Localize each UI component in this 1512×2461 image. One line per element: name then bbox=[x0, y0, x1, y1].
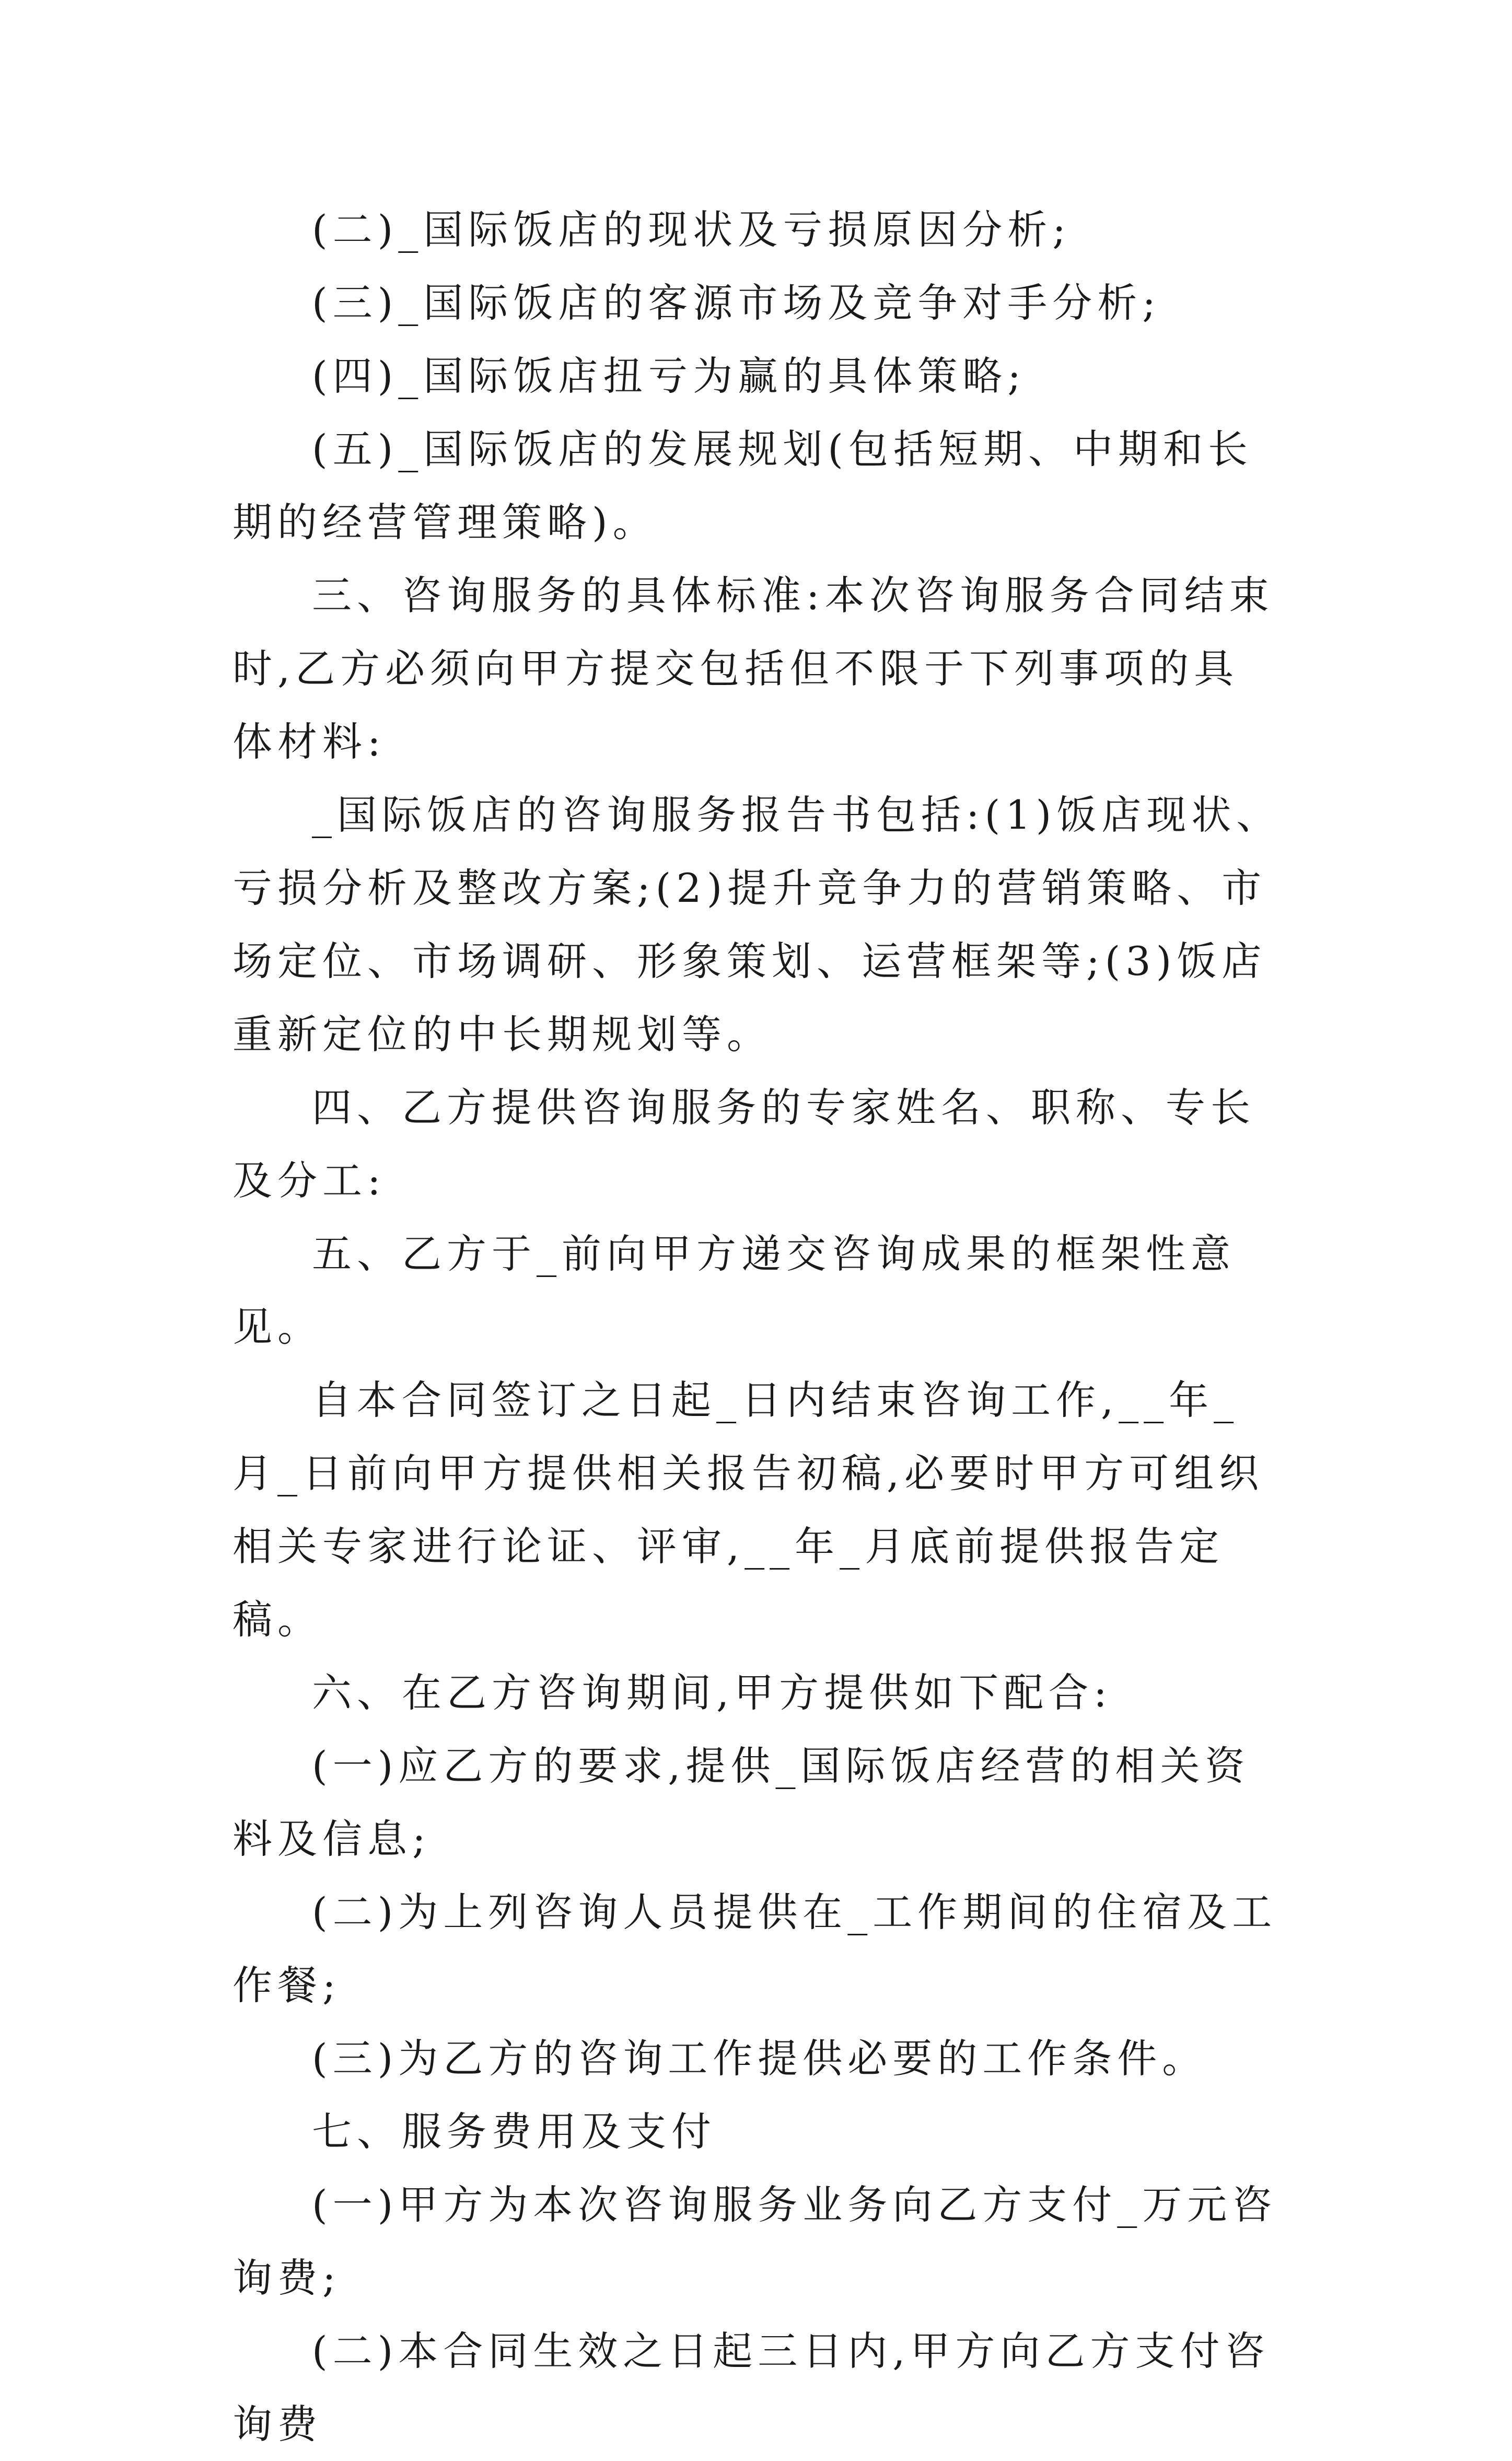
paragraph: _国际饭店的咨询服务报告书包括:(1)饭店现状、亏损分析及整改方案;(2)提升竞争力的营销策略、市场定位、市场调研、形象策划、运营框架等;(3)饭店重新定位的中长期规划等。 bbox=[232, 792, 1282, 1058]
paragraph: 六、在乙方咨询期间,甲方提供如下配合: bbox=[312, 1669, 1112, 1716]
paragraph: (三)_国际饭店的客源市场及竞争对手分析; bbox=[312, 280, 1161, 326]
paragraph: (四)_国际饭店扭亏为赢的具体策略; bbox=[312, 353, 1026, 399]
paragraph: (一)甲方为本次咨询服务业务向乙方支付_万元咨询费; bbox=[232, 2181, 1277, 2301]
paragraph: (一)应乙方的要求,提供_国际饭店经营的相关资料及信息; bbox=[232, 1743, 1250, 1862]
paragraph: 三、咨询服务的具体标准:本次咨询服务合同结束时,乙方必须向甲方提交包括但不限于下列事项的具体材料: bbox=[232, 572, 1274, 765]
paragraph: 七、服务费用及支付 bbox=[312, 2108, 716, 2155]
paragraph: (二)本合同生效之日起三日内,甲方向乙方支付咨询费 bbox=[232, 2328, 1270, 2447]
paragraph: 四、乙方提供咨询服务的专家姓名、职称、专长及分工: bbox=[232, 1084, 1255, 1204]
paragraph: 自本合同签订之日起_日内结束咨询工作,__年_月_日前向甲方提供相关报告初稿,必要时甲方可组织相关专家进行论证、评审,__年_月底前提供报告定稿。 bbox=[232, 1377, 1264, 1643]
paragraph: (三)为乙方的咨询工作提供必要的工作条件。 bbox=[312, 2035, 1207, 2082]
paragraph: (二)_国际饭店的现状及亏损原因分析; bbox=[312, 206, 1071, 253]
paragraph: 五、乙方于_前向甲方递交咨询成果的框架性意见。 bbox=[232, 1230, 1236, 1350]
paragraph: (五)_国际饭店的发展规划(包括短期、中期和长期的经营管理策略)。 bbox=[232, 426, 1253, 545]
document-body bbox=[232, 193, 1283, 2461]
paragraph: (二)为上列咨询人员提供在_工作期间的住宿及工作餐; bbox=[232, 1889, 1277, 2009]
